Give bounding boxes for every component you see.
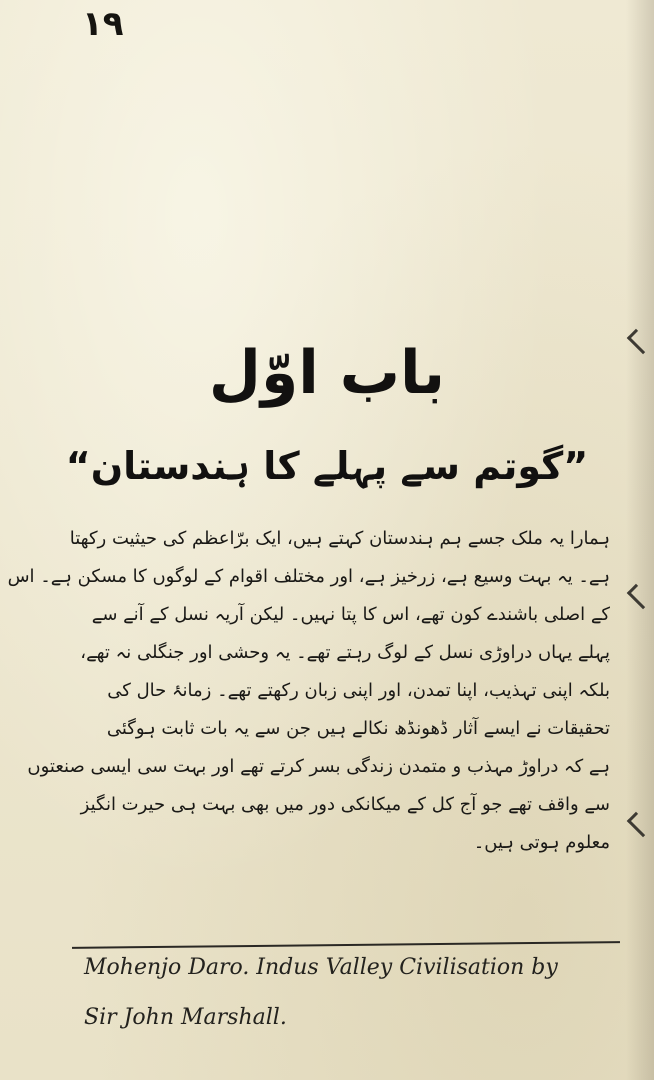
body-line: ہمارا یہ ملک جسے ہم ہندستان کہتے ہیں، ایک برّاعظم کی حیثیت رکھتا — [69, 528, 610, 549]
body-line: ہے۔ یہ بہت وسیع ہے، زرخیز ہے، اور مختلف اقوام کے لوگوں کا مسکن ہے۔ اس — [7, 566, 610, 587]
footnote-line-1: Mohenjo Daro. Indus Valley Civilisation by — [84, 955, 558, 980]
chapter-subtitle: ”گوتم سے پہلے کا ہندستان“ — [65, 444, 589, 488]
page-edge-shadow — [626, 0, 654, 1080]
page-number: ١٩ — [82, 4, 124, 44]
body-line: پہلے یہاں دراوڑی نسل کے لوگ رہتے تھے۔ یہ وحشی اور جنگلی نہ تھے، — [80, 642, 610, 663]
body-line: ہے کہ دراوڑ مہذب و متمدن زندگی بسر کرتے تھے اور بہت سی ایسی صنعتوں — [27, 756, 610, 777]
body-line: تحقیقات نے ایسے آثار ڈھونڈھ نکالے ہیں جن سے یہ بات ثابت ہوگئی — [106, 718, 610, 739]
body-line: کے اصلی باشندے کون تھے، اس کا پتا نہیں۔ لیکن آریہ نسل کے آنے سے — [91, 604, 610, 625]
footnote-divider — [72, 941, 620, 949]
body-paragraph — [7, 520, 610, 862]
footnote-line-2: Sir John Marshall. — [84, 1005, 287, 1030]
body-line: بلکہ اپنی تہذیب، اپنا تمدن، اور اپنی زبان رکھتے تھے۔ زمانۂ حال کی — [107, 680, 610, 701]
body-line: سے واقف تھے جو آج کل کے میکانکی دور میں بھی بہت ہی حیرت انگیز — [80, 794, 610, 815]
chapter-title: باب اوّل — [208, 338, 446, 408]
body-line: معلوم ہوتی ہیں۔ — [473, 832, 610, 853]
